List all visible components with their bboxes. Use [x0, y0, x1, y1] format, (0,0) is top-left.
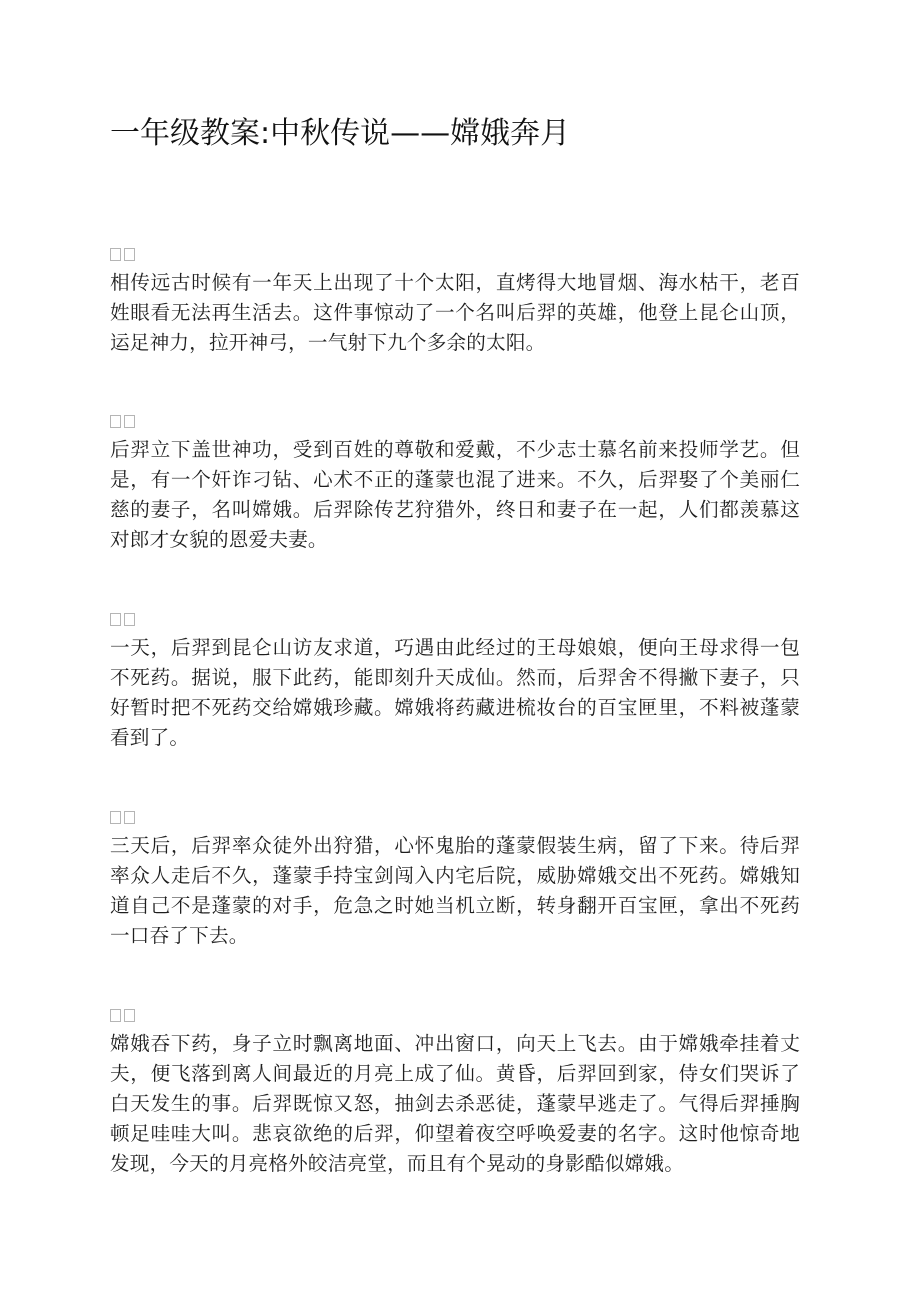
missing-glyph-box — [124, 811, 135, 824]
missing-glyph-marker — [110, 613, 800, 627]
missing-glyph-box — [124, 1009, 135, 1022]
paragraph-section — [110, 248, 800, 358]
paragraph: 一天，后羿到昆仑山访友求道，巧遇由此经过的王母娘娘，便向王母求得一包不死药。据说，服下此药，能即刻升天成仙。然而，后羿舍不得撇下妻子，只好暂时把不死药交给嫦娥珍藏。嫦娥将药藏进梳妆台的百宝匣里，不料被蓬蒙看到了。 — [110, 636, 800, 749]
missing-glyph-box — [124, 248, 135, 261]
paragraph: 三天后，后羿率众徒外出狩猎，心怀鬼胎的蓬蒙假装生病，留了下来。待后羿率众人走后不久，蓬蒙手持宝剑闯入内宅后院，威胁嫦娥交出不死药。嫦娥知道自己不是蓬蒙的对手，危急之时她当机立断，转身翻开百宝匣，拿出不死药一口吞了下去。 — [110, 834, 800, 947]
paragraph-section — [110, 415, 800, 555]
paragraph: 嫦娥吞下药，身子立时飘离地面、冲出窗口，向天上飞去。由于嫦娥牵挂着丈夫，便飞落到离人间最近的月亮上成了仙。黄昏，后羿回到家，侍女们哭诉了白天发生的事。后羿既惊又怒，抽剑去杀恶徒，蓬蒙早逃走了。气得后羿捶胸顿足哇哇大叫。悲哀欲绝的后羿，仰望着夜空呼唤爱妻的名字。这时他惊奇地发现，今天的月亮格外皎洁亮堂，而且有个晃动的身影酷似嫦娥。 — [110, 1032, 800, 1175]
document-title: 一年级教案:中秋传说——嫦娥奔月 — [110, 116, 571, 151]
missing-glyph-box — [110, 811, 121, 824]
missing-glyph-box — [110, 415, 121, 428]
paragraph-section — [110, 613, 800, 753]
missing-glyph-marker — [110, 248, 800, 262]
paragraph: 相传远古时候有一年天上出现了十个太阳，直烤得大地冒烟、海水枯干，老百姓眼看无法再生活去。这件事惊动了一个名叫后羿的英雄，他登上昆仑山顶，运足神力，拉开神弓，一气射下九个多余的太阳。 — [110, 271, 800, 354]
missing-glyph-box — [110, 1009, 121, 1022]
missing-glyph-box — [124, 415, 135, 428]
paragraph-section — [110, 811, 800, 951]
missing-glyph-box — [110, 248, 121, 261]
missing-glyph-marker — [110, 1009, 800, 1023]
missing-glyph-marker — [110, 415, 800, 429]
missing-glyph-box — [110, 613, 121, 626]
missing-glyph-box — [124, 613, 135, 626]
paragraph: 后羿立下盖世神功，受到百姓的尊敬和爱戴，不少志士慕名前来投师学艺。但是，有一个奸诈刁钻、心术不正的蓬蒙也混了进来。不久，后羿娶了个美丽仁慈的妻子，名叫嫦娥。后羿除传艺狩猎外，终日和妻子在一起，人们都羡慕这对郎才女貌的恩爱夫妻。 — [110, 438, 800, 551]
paragraph-section — [110, 1009, 800, 1179]
missing-glyph-marker — [110, 811, 800, 825]
